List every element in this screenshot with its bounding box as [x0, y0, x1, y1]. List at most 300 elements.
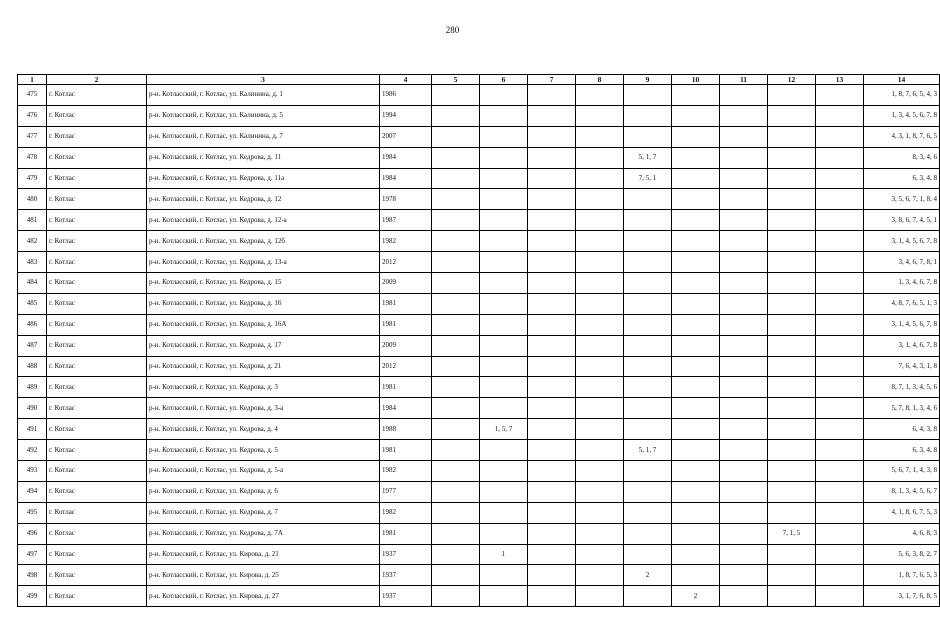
col14-cell: 6, 3, 4, 8 [864, 168, 940, 189]
address-cell: р-н. Котласский, г. Котлас, ул. Кедрова, д. 6 [147, 481, 380, 502]
col9-cell [624, 314, 672, 335]
col7-cell [528, 523, 576, 544]
col13-cell [816, 231, 864, 252]
city-cell: г. Котлас [47, 335, 147, 356]
col8-cell [576, 565, 624, 586]
column-header: 5 [432, 75, 480, 85]
address-cell: р-н. Котласский, г. Котлас, ул. Кирова, д. 27 [147, 586, 380, 607]
col13-cell [816, 377, 864, 398]
col9-cell [624, 419, 672, 440]
col10-cell [672, 273, 720, 294]
row-number-cell: 487 [18, 335, 47, 356]
col6-cell [480, 314, 528, 335]
row-number-cell: 475 [18, 85, 47, 106]
col12-cell [768, 544, 816, 565]
address-cell: р-н. Котласский, г. Котлас, ул. Кедрова, д. 7А [147, 523, 380, 544]
col11-cell [720, 168, 768, 189]
col11-cell [720, 231, 768, 252]
col12-cell [768, 481, 816, 502]
col6-cell [480, 147, 528, 168]
col9-cell: 7, 5, 1 [624, 168, 672, 189]
col7-cell [528, 440, 576, 461]
address-cell: р-н. Котласский, г. Котлас, ул. Кедрова, д. 16А [147, 314, 380, 335]
col14-cell: 8, 3, 4, 6 [864, 147, 940, 168]
city-cell: г. Котлас [47, 147, 147, 168]
table-row [18, 231, 940, 252]
col6-cell [480, 377, 528, 398]
year-cell: 1994 [380, 105, 432, 126]
table-row [18, 440, 940, 461]
col9-cell [624, 481, 672, 502]
city-cell: г. Котлас [47, 565, 147, 586]
col6-cell [480, 502, 528, 523]
col14-cell: 8, 1, 3, 4, 5, 6, 7 [864, 481, 940, 502]
year-cell: 1984 [380, 398, 432, 419]
col10-cell [672, 231, 720, 252]
city-cell: г. Котлас [47, 231, 147, 252]
col6-cell [480, 85, 528, 106]
col11-cell [720, 419, 768, 440]
col7-cell [528, 126, 576, 147]
col13-cell [816, 314, 864, 335]
col9-cell [624, 502, 672, 523]
row-number-cell: 496 [18, 523, 47, 544]
col11-cell [720, 314, 768, 335]
year-cell: 1986 [380, 85, 432, 106]
table-row [18, 335, 940, 356]
address-cell: р-н. Котласский, г. Котлас, ул. Кедрова, д. 11а [147, 168, 380, 189]
col8-cell [576, 481, 624, 502]
col5-cell [432, 523, 480, 544]
city-cell: г. Котлас [47, 210, 147, 231]
col13-cell [816, 586, 864, 607]
col6-cell [480, 335, 528, 356]
table-row [18, 356, 940, 377]
row-number-cell: 499 [18, 586, 47, 607]
col10-cell: 2 [672, 586, 720, 607]
col9-cell [624, 356, 672, 377]
col7-cell [528, 85, 576, 106]
year-cell: 1984 [380, 147, 432, 168]
col14-cell: 4, 8, 7, 6, 5, 1, 3 [864, 293, 940, 314]
col10-cell [672, 335, 720, 356]
col10-cell [672, 419, 720, 440]
col11-cell [720, 147, 768, 168]
col6-cell [480, 231, 528, 252]
col13-cell [816, 481, 864, 502]
table-row [18, 105, 940, 126]
col8-cell [576, 273, 624, 294]
col11-cell [720, 398, 768, 419]
col6-cell [480, 252, 528, 273]
col11-cell [720, 105, 768, 126]
city-cell: г. Котлас [47, 461, 147, 482]
page-number: 280 [445, 25, 460, 35]
col14-cell: 6, 3, 4, 8 [864, 440, 940, 461]
col13-cell [816, 252, 864, 273]
address-cell: р-н. Котласский, г. Котлас, ул. Калинина, д. 1 [147, 85, 380, 106]
col9-cell [624, 231, 672, 252]
column-header: 10 [672, 75, 720, 85]
city-cell: г. Котлас [47, 189, 147, 210]
table-row [18, 85, 940, 106]
col6-cell [480, 189, 528, 210]
col13-cell [816, 356, 864, 377]
col7-cell [528, 356, 576, 377]
col7-cell [528, 189, 576, 210]
col7-cell [528, 586, 576, 607]
col6-cell [480, 398, 528, 419]
row-number-cell: 480 [18, 189, 47, 210]
row-number-cell: 484 [18, 273, 47, 294]
year-cell: 2012 [380, 356, 432, 377]
col12-cell [768, 189, 816, 210]
col8-cell [576, 461, 624, 482]
table-row [18, 168, 940, 189]
row-number-cell: 486 [18, 314, 47, 335]
address-cell: р-н. Котласский, г. Котлас, ул. Кедрова, д. 7 [147, 502, 380, 523]
col13-cell [816, 189, 864, 210]
col11-cell [720, 544, 768, 565]
col8-cell [576, 523, 624, 544]
address-cell: р-н. Котласский, г. Котлас, ул. Кедрова, д. 11 [147, 147, 380, 168]
city-cell: г. Котлас [47, 544, 147, 565]
col5-cell [432, 335, 480, 356]
col10-cell [672, 565, 720, 586]
col11-cell [720, 252, 768, 273]
row-number-cell: 477 [18, 126, 47, 147]
col8-cell [576, 544, 624, 565]
year-cell: 1981 [380, 377, 432, 398]
col9-cell [624, 335, 672, 356]
col12-cell [768, 461, 816, 482]
row-number-cell: 490 [18, 398, 47, 419]
col12-cell [768, 398, 816, 419]
col5-cell [432, 105, 480, 126]
column-header: 2 [47, 75, 147, 85]
col13-cell [816, 544, 864, 565]
table-row [18, 273, 940, 294]
year-cell: 1981 [380, 314, 432, 335]
row-number-cell: 479 [18, 168, 47, 189]
col7-cell [528, 377, 576, 398]
col13-cell [816, 293, 864, 314]
table-row [18, 377, 940, 398]
col12-cell [768, 231, 816, 252]
col10-cell [672, 105, 720, 126]
col13-cell [816, 335, 864, 356]
col14-cell: 3, 8, 6, 7, 4, 5, 1 [864, 210, 940, 231]
address-cell: р-н. Котласский, г. Котлас, ул. Кедрова, д. 5-а [147, 461, 380, 482]
col11-cell [720, 126, 768, 147]
table-row [18, 314, 940, 335]
column-header: 7 [528, 75, 576, 85]
col12-cell [768, 147, 816, 168]
year-cell: 1981 [380, 523, 432, 544]
column-header: 13 [816, 75, 864, 85]
col12-cell [768, 210, 816, 231]
col7-cell [528, 105, 576, 126]
col8-cell [576, 419, 624, 440]
col10-cell [672, 293, 720, 314]
city-cell: г. Котлас [47, 105, 147, 126]
city-cell: г. Котлас [47, 502, 147, 523]
city-cell: г. Котлас [47, 523, 147, 544]
col12-cell [768, 586, 816, 607]
col8-cell [576, 231, 624, 252]
row-number-cell: 491 [18, 419, 47, 440]
year-cell: 1937 [380, 544, 432, 565]
col14-cell: 1, 8, 7, 6, 5, 3 [864, 565, 940, 586]
year-cell: 1978 [380, 189, 432, 210]
col6-cell [480, 273, 528, 294]
col10-cell [672, 147, 720, 168]
year-cell: 2007 [380, 126, 432, 147]
col9-cell [624, 461, 672, 482]
col11-cell [720, 481, 768, 502]
col13-cell [816, 105, 864, 126]
col9-cell [624, 210, 672, 231]
col6-cell [480, 461, 528, 482]
column-header: 3 [147, 75, 380, 85]
address-cell: р-н. Котласский, г. Котлас, ул. Кедрова, д. 17 [147, 335, 380, 356]
table-row [18, 252, 940, 273]
col14-cell: 5, 6, 7, 1, 4, 3, 8 [864, 461, 940, 482]
col5-cell [432, 189, 480, 210]
address-cell: р-н. Котласский, г. Котлас, ул. Кедрова, д. 3 [147, 377, 380, 398]
city-cell: г. Котлас [47, 314, 147, 335]
col10-cell [672, 523, 720, 544]
col10-cell [672, 377, 720, 398]
col8-cell [576, 398, 624, 419]
col5-cell [432, 419, 480, 440]
col11-cell [720, 293, 768, 314]
col9-cell [624, 189, 672, 210]
column-header: 14 [864, 75, 940, 85]
col7-cell [528, 565, 576, 586]
col8-cell [576, 314, 624, 335]
year-cell: 1987 [380, 210, 432, 231]
col7-cell [528, 210, 576, 231]
table-row [18, 126, 940, 147]
year-cell: 1984 [380, 168, 432, 189]
col14-cell: 4, 6, 8, 3 [864, 523, 940, 544]
col14-cell: 8, 7, 1, 3, 4, 5, 6 [864, 377, 940, 398]
city-cell: г. Котлас [47, 126, 147, 147]
col5-cell [432, 210, 480, 231]
col14-cell: 3, 1, 4, 6, 7, 8 [864, 335, 940, 356]
col13-cell [816, 126, 864, 147]
col14-cell: 1, 8, 7, 6, 5, 4, 3 [864, 85, 940, 106]
col6-cell [480, 126, 528, 147]
col9-cell [624, 85, 672, 106]
col13-cell [816, 461, 864, 482]
header-row [18, 75, 940, 85]
col5-cell [432, 356, 480, 377]
col14-cell: 1, 3, 4, 5, 6, 7, 8 [864, 105, 940, 126]
col14-cell: 3, 1, 4, 5, 6, 7, 8 [864, 314, 940, 335]
col8-cell [576, 335, 624, 356]
data-table [17, 74, 940, 607]
col10-cell [672, 544, 720, 565]
year-cell: 1982 [380, 461, 432, 482]
col7-cell [528, 273, 576, 294]
col9-cell [624, 105, 672, 126]
city-cell: г. Котлас [47, 356, 147, 377]
column-header: 1 [18, 75, 47, 85]
column-header: 12 [768, 75, 816, 85]
city-cell: г. Котлас [47, 440, 147, 461]
col6-cell [480, 105, 528, 126]
col13-cell [816, 168, 864, 189]
year-cell: 2009 [380, 273, 432, 294]
col10-cell [672, 440, 720, 461]
col9-cell [624, 252, 672, 273]
column-header: 8 [576, 75, 624, 85]
col10-cell [672, 398, 720, 419]
city-cell: г. Котлас [47, 252, 147, 273]
col13-cell [816, 523, 864, 544]
col6-cell [480, 356, 528, 377]
col7-cell [528, 147, 576, 168]
col9-cell [624, 273, 672, 294]
address-cell: р-н. Котласский, г. Котлас, ул. Кедрова, д. 5 [147, 440, 380, 461]
col5-cell [432, 377, 480, 398]
col8-cell [576, 168, 624, 189]
col7-cell [528, 335, 576, 356]
col13-cell [816, 565, 864, 586]
col7-cell [528, 252, 576, 273]
year-cell: 1981 [380, 293, 432, 314]
row-number-cell: 494 [18, 481, 47, 502]
col11-cell [720, 586, 768, 607]
table-row [18, 502, 940, 523]
col10-cell [672, 85, 720, 106]
col5-cell [432, 168, 480, 189]
col5-cell [432, 398, 480, 419]
col7-cell [528, 168, 576, 189]
row-number-cell: 482 [18, 231, 47, 252]
year-cell: 1977 [380, 481, 432, 502]
city-cell: г. Котлас [47, 586, 147, 607]
col10-cell [672, 356, 720, 377]
col13-cell [816, 210, 864, 231]
row-number-cell: 497 [18, 544, 47, 565]
table-row [18, 544, 940, 565]
row-number-cell: 495 [18, 502, 47, 523]
col7-cell [528, 419, 576, 440]
address-cell: р-н. Котласский, г. Котлас, ул. Кедрова, д. 16 [147, 293, 380, 314]
col9-cell [624, 398, 672, 419]
city-cell: г. Котлас [47, 273, 147, 294]
col10-cell [672, 210, 720, 231]
row-number-cell: 498 [18, 565, 47, 586]
table-row [18, 523, 940, 544]
col12-cell [768, 502, 816, 523]
col7-cell [528, 481, 576, 502]
table-row [18, 189, 940, 210]
col6-cell: 1 [480, 544, 528, 565]
col9-cell [624, 377, 672, 398]
col13-cell [816, 419, 864, 440]
address-cell: р-н. Котласский, г. Котлас, ул. Кирова, д. 25 [147, 565, 380, 586]
address-cell: р-н. Котласский, г. Котлас, ул. Кедрова, д. 12 [147, 189, 380, 210]
col7-cell [528, 398, 576, 419]
col5-cell [432, 502, 480, 523]
col14-cell: 6, 4, 3, 8 [864, 419, 940, 440]
address-cell: р-н. Котласский, г. Котлас, ул. Кедрова, д. 3-а [147, 398, 380, 419]
row-number-cell: 493 [18, 461, 47, 482]
table-row [18, 210, 940, 231]
col14-cell: 3, 1, 7, 6, 8, 5 [864, 586, 940, 607]
col12-cell [768, 314, 816, 335]
col14-cell: 5, 6, 3, 8, 2, 7 [864, 544, 940, 565]
col10-cell [672, 168, 720, 189]
col14-cell: 1, 3, 4, 6, 7, 8 [864, 273, 940, 294]
col7-cell [528, 544, 576, 565]
column-header: 9 [624, 75, 672, 85]
city-cell: г. Котлас [47, 293, 147, 314]
col14-cell: 3, 5, 6, 7, 1, 8, 4 [864, 189, 940, 210]
col6-cell [480, 481, 528, 502]
column-header: 6 [480, 75, 528, 85]
table-row [18, 419, 940, 440]
address-cell: р-н. Котласский, г. Котлас, ул. Кедрова, д. 12б [147, 231, 380, 252]
col6-cell [480, 210, 528, 231]
col11-cell [720, 273, 768, 294]
col11-cell [720, 523, 768, 544]
address-cell: р-н. Котласский, г. Котлас, ул. Кирова, д. 21 [147, 544, 380, 565]
col9-cell [624, 544, 672, 565]
col8-cell [576, 189, 624, 210]
col14-cell: 3, 1, 4, 5, 6, 7, 8 [864, 231, 940, 252]
col10-cell [672, 189, 720, 210]
table-row [18, 565, 940, 586]
col11-cell [720, 189, 768, 210]
table-row [18, 481, 940, 502]
table-body [18, 85, 940, 607]
city-cell: г. Котлас [47, 85, 147, 106]
col9-cell [624, 523, 672, 544]
col6-cell: 1, 5, 7 [480, 419, 528, 440]
col12-cell [768, 126, 816, 147]
col7-cell [528, 502, 576, 523]
address-cell: р-н. Котласский, г. Котлас, ул. Кедрова, д. 21 [147, 356, 380, 377]
col8-cell [576, 377, 624, 398]
col7-cell [528, 231, 576, 252]
col12-cell [768, 293, 816, 314]
col5-cell [432, 231, 480, 252]
col10-cell [672, 461, 720, 482]
col13-cell [816, 502, 864, 523]
col12-cell [768, 440, 816, 461]
col13-cell [816, 147, 864, 168]
col8-cell [576, 440, 624, 461]
row-number-cell: 489 [18, 377, 47, 398]
address-cell: р-н. Котласский, г. Котлас, ул. Кедрова, д. 13-а [147, 252, 380, 273]
col6-cell [480, 586, 528, 607]
col8-cell [576, 210, 624, 231]
col14-cell: 5, 7, 8, 1, 3, 4, 6 [864, 398, 940, 419]
col11-cell [720, 210, 768, 231]
col14-cell: 4, 1, 8, 6, 7, 5, 3 [864, 502, 940, 523]
col8-cell [576, 293, 624, 314]
col10-cell [672, 502, 720, 523]
year-cell: 1982 [380, 231, 432, 252]
row-number-cell: 478 [18, 147, 47, 168]
col7-cell [528, 293, 576, 314]
row-number-cell: 481 [18, 210, 47, 231]
